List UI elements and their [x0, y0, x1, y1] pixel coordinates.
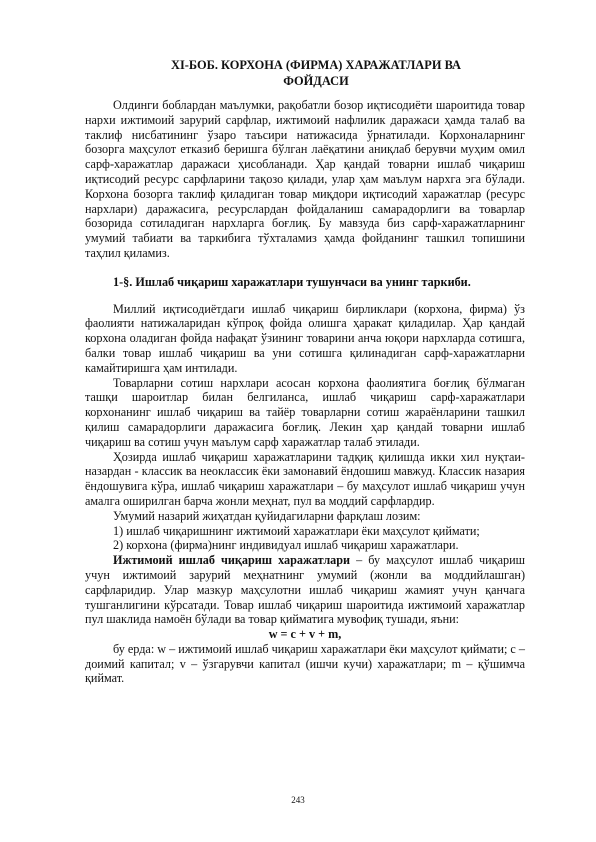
body-paragraph: Ҳозирда ишлаб чиқариш харажатларини тадқиқ қилишда икки хил нуқтаи-назардан - классик ва неоклассик ёки замонавий ёндошиш мавжуд. Классик назария ёндошувига кўра, ишлаб чиқариш харажатлари – бу маҳсулот ишлаб чиқариш учун амалга оширилган барча жонли меҳнат, пул ва моддий сарфлардир.	[85, 449, 525, 508]
chapter-title	[112, 58, 520, 89]
chapter-title-line-2: ФОЙДАСИ	[283, 73, 349, 88]
social-costs-term: Ижтимоий ишлаб чиқариш харажатлари	[113, 553, 351, 568]
body-paragraph: Миллий иқтисодиётдаги ишлаб чиқариш бирликлари (корхона, фирма) ўз фаолияти натижаларидан кўпроқ фойда олишга ҳаракат қиладилар. Ҳар қандай корхона оладиган фойда нафақат ўзининг товарини анча юқори нархларда сотишга, балки товар ишлаб чиқариш ва уни сотишга қилинадиган сарф-харажатларни камайтиришга ҳам интилади.	[85, 301, 525, 375]
body-paragraph: Умумий назарий жиҳатдан қуйидагиларни фарқлаш лозим:	[113, 508, 421, 523]
social-costs-text: – бу маҳсулот ишлаб чиқариш учун ижтимоий зарурий меҳнатнинг умумий (жонли ва моддийлашган) сарфларидир. Улар мазкур маҳсулотни ишлаб чиқариш жамият учун қанчага тушганлигини кўрсатади. Товар ишлаб чиқариш шароитида ижтимоий харажатлар пул шаклида намоён бўлади ва товар қийматига мувофиқ тушади, яъни:	[85, 553, 525, 627]
document-body	[85, 98, 525, 686]
value-formula: w = c + v + m,	[268, 627, 342, 642]
page-number: 243	[291, 795, 305, 805]
formula-legend: бу ерда: w – ижтимоий ишлаб чиқариш харажатлари ёки маҳсулот қиймати; с – доимий капитал; v – ўзгарувчи капитал (ишчи кучи) харажатлари; m – қўшимча қиймат.	[85, 641, 525, 686]
body-paragraph: Товарларни сотиш нархлари асосан корхона фаолиятига боғлиқ бўлмаган ташқи шароитлар билан белгиланса, ишлаб чиқариш сарф-харажатлари корхонанинг ишлаб чиқариш ва тайёр товарларни сотиш жараёнларини ташкил қилиш самарадорлиги даражасига боғлиқ. Лекин ҳар қандай товарни ишлаб чиқариш ва сотиш учун маълум сарф харажатлар талаб этилади.	[85, 375, 525, 449]
chapter-title-line-1: XI-БОБ. КОРХОНА (ФИРМА) ХАРАЖАТЛАРИ ВА	[171, 58, 461, 72]
list-item: 2) корхона (фирма)нинг индивидуал ишлаб чиқариш харажатлари.	[113, 538, 459, 553]
section-heading: 1-§. Ишлаб чиқариш харажатлари тушунчаси ва унинг таркиби.	[113, 274, 471, 289]
intro-paragraph: Олдинги боблардан маълумки, рақобатли бозор иқтисодиёти шароитида товар нархи ижтимоий зарурий сарфлар, ижтимоий нафлилик даражаси ҳамда талаб ва таклиф нисбатининг ўзаро таъсири натижасида ўрнатилади. Корхоналарнинг бозорга маҳсулот етказиб беришга бўлган лаёқатини аниқлаб берувчи муҳим омил сарф-харажатлар даражаси ҳисобланади. Ҳар қандай товарни ишлаб чиқариш иқтисодий ресурс сарфларини тақозо қилади, улар ҳам маълум нархга эга бўлади. Корхона бозорга таклиф қиладиган товар миқдори иқтисодий харажатлар (ресурс нархлари) даражасига, ресурслардан фойдаланиш самарадорлиги ва товарлар бозорида сотиладиган нархларга боғлиқ. Бу мавзуда биз сарф-харажатларнинг умумий табиати ва таркибига тўхталамиз ҳамда фойданинг ташкил топишини таҳлил қиламиз.	[85, 98, 525, 260]
list-item: 1) ишлаб чиқаришнинг ижтимоий харажатлари ёки маҳсулот қиймати;	[113, 523, 480, 538]
social-costs-paragraph	[85, 553, 525, 627]
